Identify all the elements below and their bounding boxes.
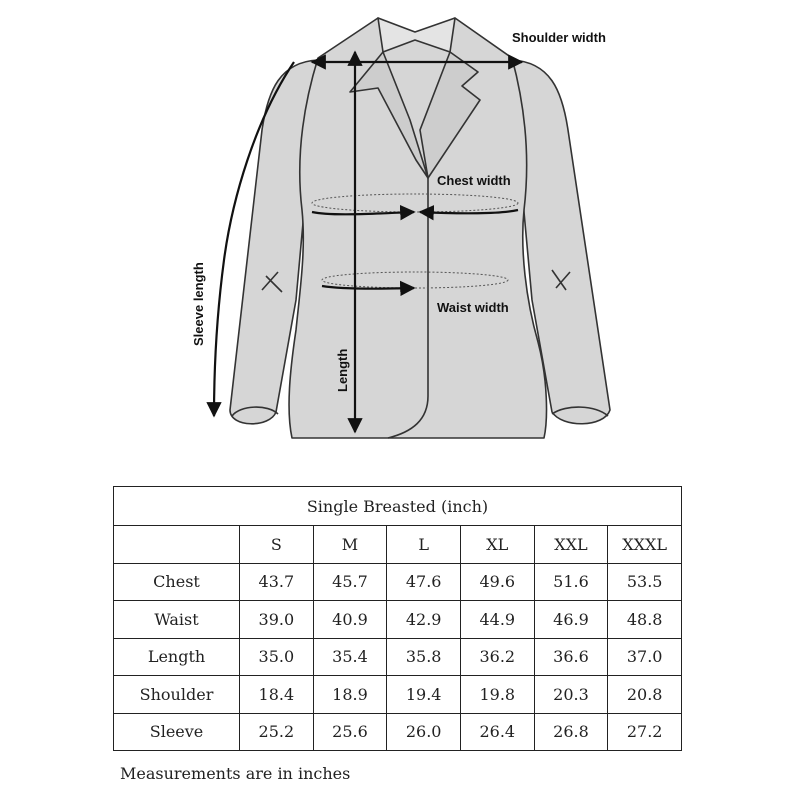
table-cell: 53.5 <box>608 563 682 601</box>
row-label: Chest <box>114 563 240 601</box>
table-title: Single Breasted (inch) <box>114 487 682 526</box>
table-cell: 51.6 <box>534 563 608 601</box>
size-chart-table <box>113 486 682 751</box>
table-cell: 25.2 <box>240 713 314 751</box>
table-cell: 49.6 <box>460 563 534 601</box>
length-label: Length <box>335 348 350 392</box>
table-row-shoulder <box>114 676 682 714</box>
waist-width-label: Waist width <box>437 300 509 315</box>
table-cell: 36.6 <box>534 638 608 676</box>
size-header: L <box>387 526 461 564</box>
table-row-length <box>114 638 682 676</box>
row-label: Length <box>114 638 240 676</box>
table-cell: 20.8 <box>608 676 682 714</box>
table-row-chest <box>114 563 682 601</box>
table-cell: 47.6 <box>387 563 461 601</box>
table-cell: 25.6 <box>313 713 387 751</box>
table-cell: 20.3 <box>534 676 608 714</box>
jacket-body <box>289 18 546 438</box>
shoulder-width-label: Shoulder width <box>512 30 606 45</box>
table-cell: 42.9 <box>387 601 461 639</box>
row-label: Sleeve <box>114 713 240 751</box>
table-cell: 18.4 <box>240 676 314 714</box>
size-header: S <box>240 526 314 564</box>
table-cell: 19.4 <box>387 676 461 714</box>
size-header: XXL <box>534 526 608 564</box>
sleeve-length-label: Sleeve length <box>191 262 206 346</box>
size-header-row <box>114 526 682 564</box>
chest-width-label: Chest width <box>437 173 511 188</box>
table-cell: 18.9 <box>313 676 387 714</box>
table-cell: 36.2 <box>460 638 534 676</box>
row-label: Waist <box>114 601 240 639</box>
table-cell: 48.8 <box>608 601 682 639</box>
table-cell: 35.4 <box>313 638 387 676</box>
table-cell: 27.2 <box>608 713 682 751</box>
row-label: Shoulder <box>114 676 240 714</box>
table-cell: 40.9 <box>313 601 387 639</box>
table-cell: 26.0 <box>387 713 461 751</box>
table-cell: 26.8 <box>534 713 608 751</box>
table-row-waist <box>114 601 682 639</box>
table-cell: 19.8 <box>460 676 534 714</box>
table-cell: 35.8 <box>387 638 461 676</box>
table-cell: 26.4 <box>460 713 534 751</box>
table-cell: 37.0 <box>608 638 682 676</box>
jacket-illustration <box>230 18 610 438</box>
table-row-sleeve <box>114 713 682 751</box>
table-cell: 46.9 <box>534 601 608 639</box>
size-header: XL <box>460 526 534 564</box>
table-title-row <box>114 487 682 526</box>
table-cell: 45.7 <box>313 563 387 601</box>
size-header: XXXL <box>608 526 682 564</box>
table-cell: 43.7 <box>240 563 314 601</box>
table-cell: 44.9 <box>460 601 534 639</box>
table-cell: 35.0 <box>240 638 314 676</box>
size-header: M <box>313 526 387 564</box>
corner-cell <box>114 526 240 564</box>
measurement-footnote: Measurements are in inches <box>120 764 351 783</box>
table-cell: 39.0 <box>240 601 314 639</box>
